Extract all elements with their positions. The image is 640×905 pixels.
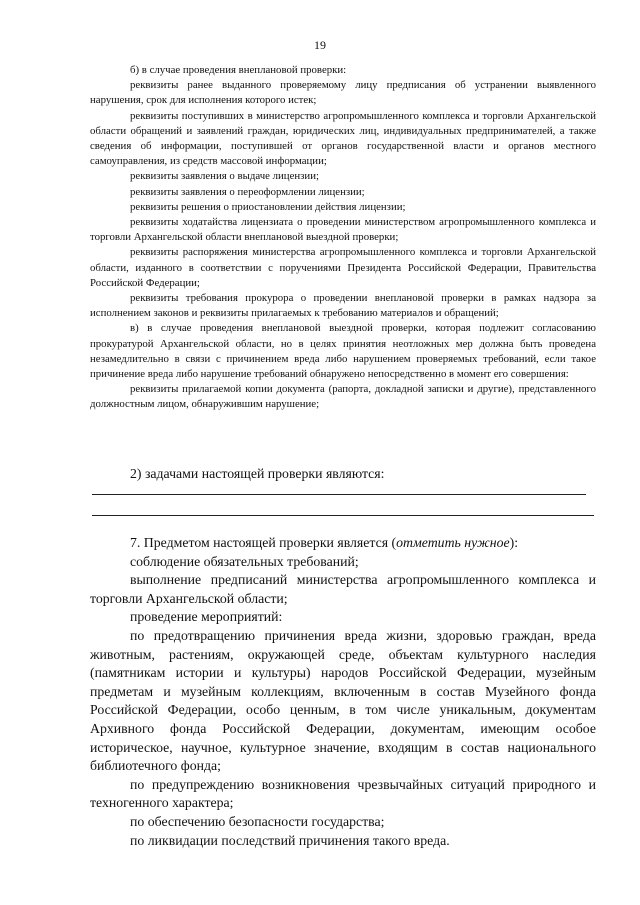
list-item: по предупреждению возникновения чрезвычайных ситуаций природного и техногенного характера; <box>90 776 596 811</box>
section-7 <box>90 534 596 850</box>
paragraph: в) в случае проведения внеплановой выездной проверки, которая подлежит согласованию прокуратурой Архангельской области, но в целях принятия неотложных мер должна быть проведена незамедлительно в связи с причинением вреда либо нарушением проверяемых требований, если такое причинение вреда либо нарушение требований обнаружено непосредственно в момент его совершения: <box>90 322 596 381</box>
hint-text: отметить нужное <box>396 535 510 550</box>
paragraph: реквизиты распоряжения министерства агропромышленного комплекса и торговли Архангельской области, изданного в соответствии с поручениями Президента Российской Федерации, Правительства Российской Федерации; <box>90 246 596 289</box>
paragraph: реквизиты прилагаемой копии документа (рапорта, докладной записки и другие), представленного должностным лицом, обнаружившим нарушение; <box>90 383 596 411</box>
paragraph: реквизиты поступивших в министерство агропромышленного комплекса и торговли Архангельской области обращений и заявлений граждан, юридических лиц, индивидуальных предпринимателей, а также сведения об информации, поступившей от органов государственной власти и органов местного самоуправления, из средств массовой информации; <box>90 109 596 168</box>
list-item: по предотвращению причинения вреда жизни, здоровью граждан, вреда животным, растениям, окружающей среде, объектам культурного наследия (памятникам истории и культуры) народов Российской Федерации, музейным предметам и музейным коллекциям, включенным в состав Музейного фонда Российской Федерации, особо ценным, в том числе уникальным, документам Архивного фонда Российской Федерации, документам, имеющим особое историческое, научное, культурное значение, входящим в состав национального библиотечного фонда; <box>90 627 596 774</box>
paragraph: реквизиты ходатайства лицензиата о проведении министерством агропромышленного комплекса и торговли Архангельской области внеплановой выездной проверки; <box>90 216 596 244</box>
section-7-heading: 7. Предметом настоящей проверки является (отметить нужное): <box>130 535 519 550</box>
paragraph: реквизиты ранее выданного проверяемому лицу предписания об устранении выявленного нарушения, срок для исполнения которого истек; <box>90 79 596 107</box>
paragraph: б) в случае проведения внеплановой проверки: <box>130 64 347 76</box>
requisites-block <box>90 63 596 413</box>
list-item: соблюдение обязательных требований; <box>130 553 359 569</box>
paragraph: реквизиты решения о приостановлении действия лицензии; <box>130 200 406 213</box>
fill-in-line <box>92 515 594 516</box>
fill-in-line <box>92 494 586 495</box>
paragraph: реквизиты заявления о переоформлении лицензии; <box>130 185 365 198</box>
list-item: по ликвидации последствий причинения такого вреда. <box>130 832 450 848</box>
list-item: проведение мероприятий: <box>130 609 283 625</box>
list-item: выполнение предписаний министерства агропромышленного комплекса и торговли Архангельской области; <box>90 572 596 606</box>
page-number: 19 <box>314 38 326 52</box>
paragraph: реквизиты требования прокурора о проведении внеплановой проверки в рамках надзора за исполнением законов и реквизиты прилагаемых к требованию материалов и обращений; <box>90 292 596 320</box>
list-item: по обеспечению безопасности государства; <box>130 813 385 829</box>
section-2-heading: 2) задачами настоящей проверки являются: <box>130 466 385 481</box>
paragraph: реквизиты заявления о выдаче лицензии; <box>130 170 319 183</box>
